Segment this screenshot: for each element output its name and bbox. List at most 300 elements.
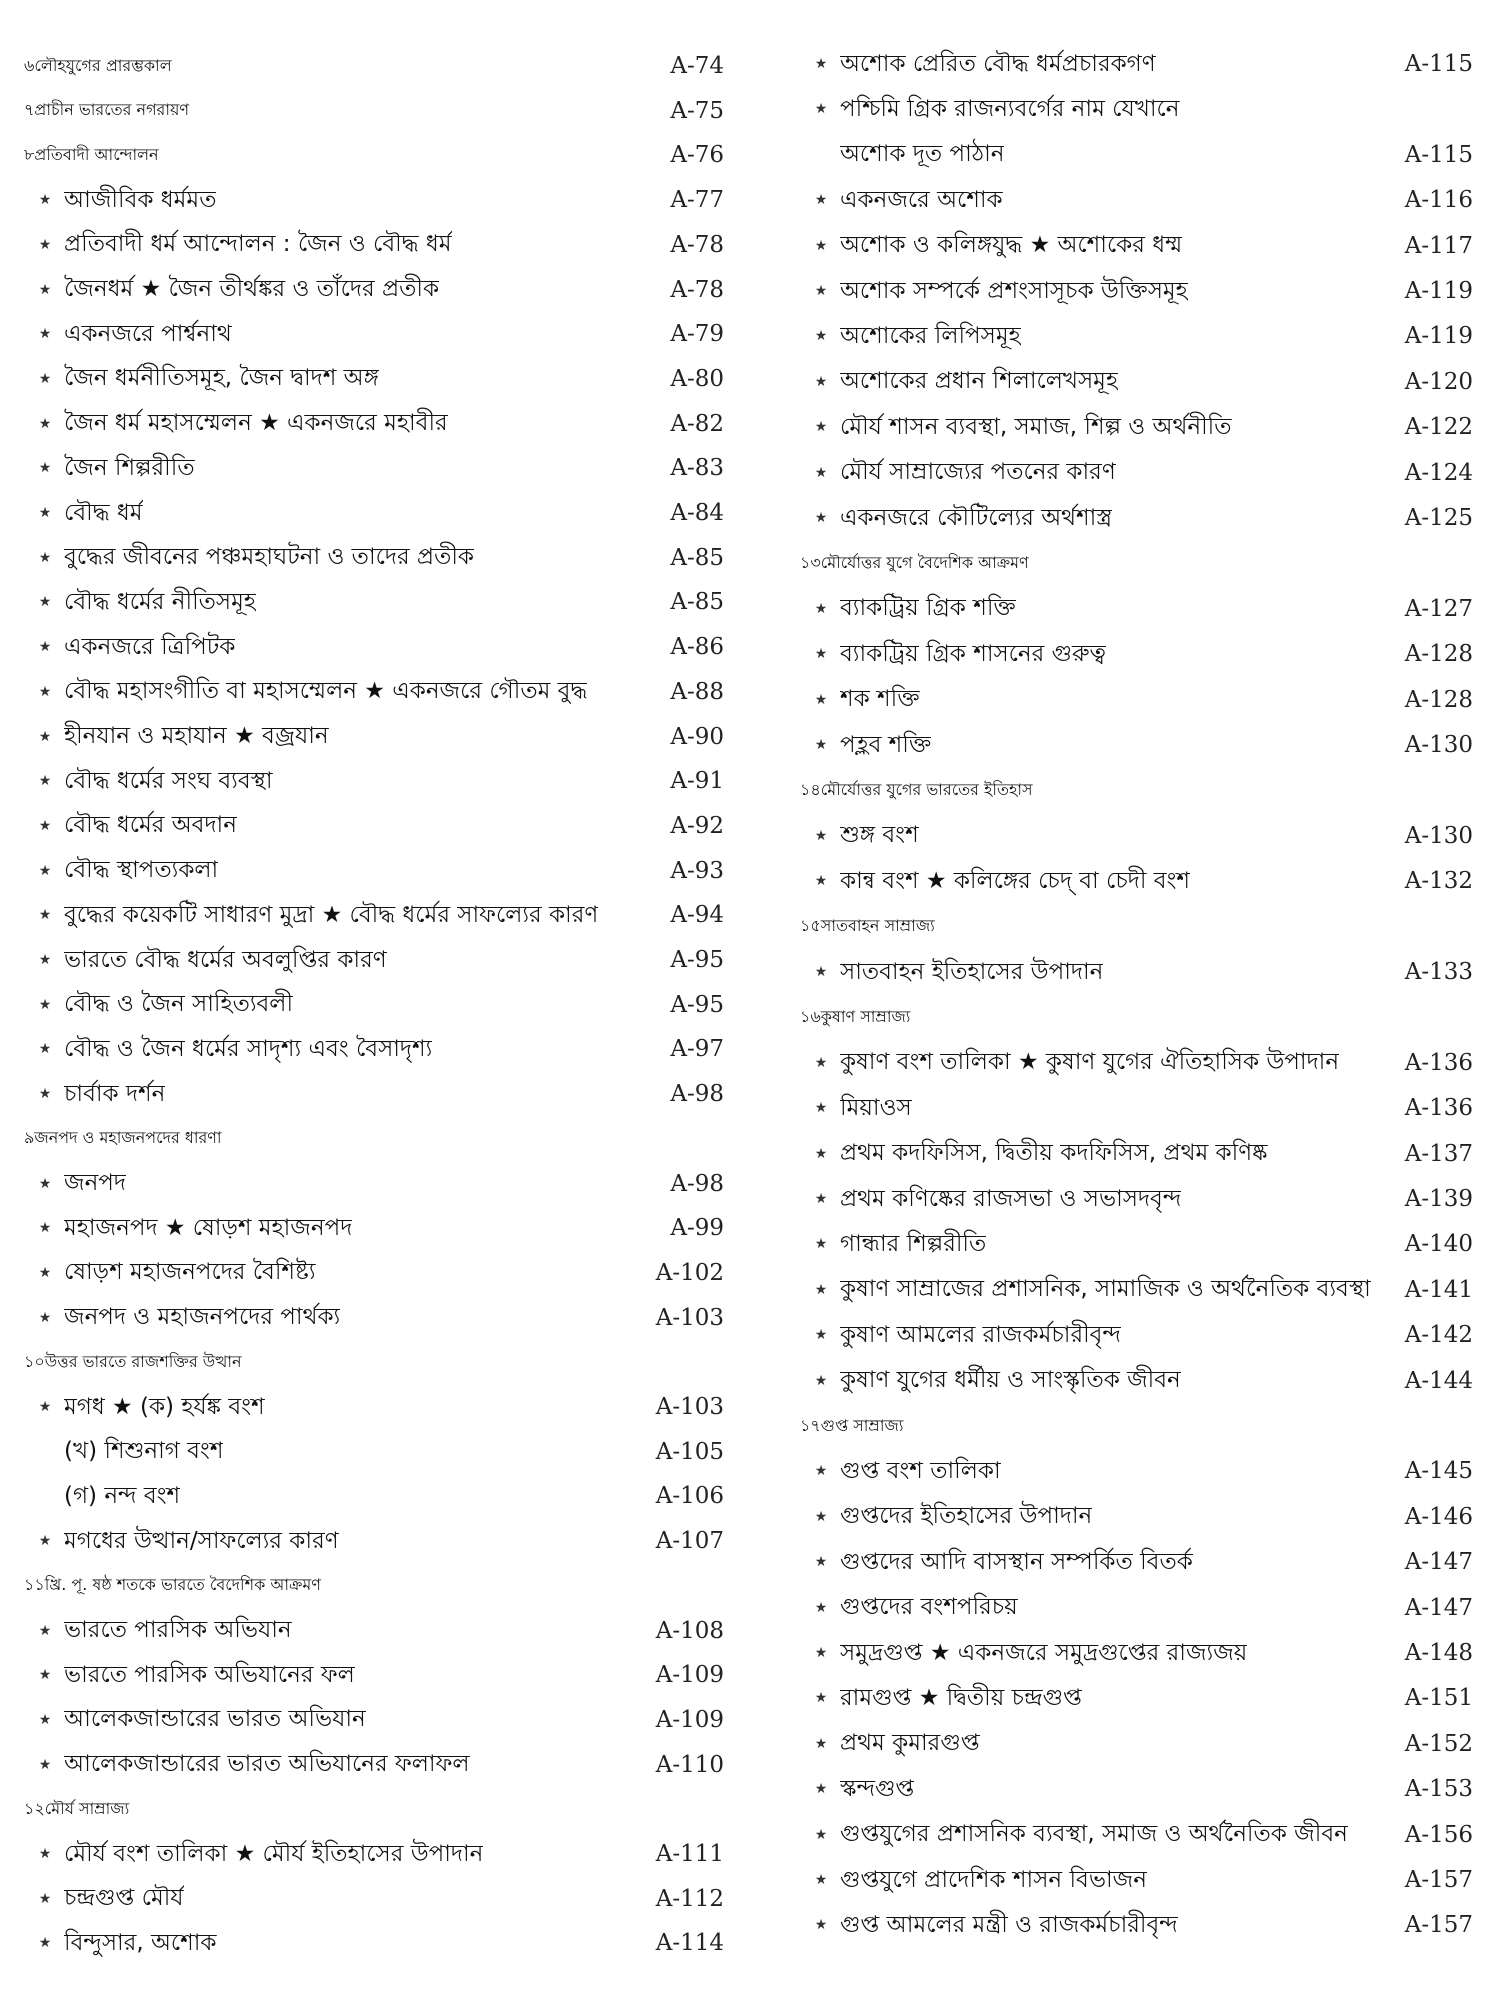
page-number: A-94: [670, 902, 724, 929]
page-number: A-112: [655, 1885, 724, 1912]
toc-entry[interactable]: [800, 451, 1490, 495]
entry-title: মিয়াওস: [840, 1094, 912, 1121]
toc-entry[interactable]: [24, 1743, 724, 1787]
page-number: A-95: [670, 947, 724, 973]
toc-entry[interactable]: [800, 314, 1490, 358]
page-number: A-132: [1404, 868, 1473, 895]
toc-entry[interactable]: [24, 1474, 724, 1518]
star-bullet-icon: ★: [814, 510, 828, 526]
page-number: A-117: [1404, 232, 1473, 259]
section-number-badge: ১৪: [800, 779, 821, 799]
toc-section-heading[interactable]: [800, 995, 1490, 1039]
toc-entry[interactable]: [800, 269, 1490, 313]
entry-title: পশ্চিমি গ্রিক রাজন্যবর্গের নাম যেখানে: [840, 95, 1180, 122]
toc-entry[interactable]: [800, 587, 1490, 631]
section-number-badge: ১৫: [800, 916, 821, 936]
page-number: A-151: [1404, 1685, 1473, 1712]
toc-entry[interactable]: [800, 1313, 1490, 1357]
star-bullet-icon: ★: [38, 505, 52, 521]
entry-title: পহ্লব শক্তি: [840, 731, 932, 758]
toc-entry[interactable]: [24, 446, 724, 490]
toc-section-heading[interactable]: [800, 541, 1490, 585]
toc-entry[interactable]: [800, 1177, 1490, 1221]
star-bullet-icon: ★: [38, 460, 52, 477]
star-bullet-icon: ★: [814, 1826, 828, 1843]
entry-title: শক শক্তি: [840, 686, 920, 713]
page-number: A-88: [670, 678, 724, 705]
section-title: খ্রি. পূ. ষষ্ঠ শতকে ভারতে বৈদেশিক আক্রমণ: [44, 1575, 321, 1595]
page-number: A-109: [655, 1662, 724, 1689]
star-bullet-icon: ★: [38, 192, 52, 209]
star-bullet-icon: ★: [38, 1756, 52, 1773]
entry-title: অশোকের প্রধান শিলালেখসমূহ: [840, 368, 1119, 395]
entry-title: একনজরে কৌটিল্যের অর্থশাস্ত্র: [840, 504, 1113, 531]
page-number: A-110: [655, 1751, 724, 1778]
page-number: A-137: [1404, 1140, 1473, 1167]
entry-title: মৌর্য সাম্রাজ্যের পতনের কারণ: [840, 459, 1116, 486]
section-number-badge: ১৬: [800, 1006, 821, 1026]
entry-title: মৌর্য বংশ তালিকা ★ মৌর্য ইতিহাসের উপাদান: [64, 1840, 484, 1867]
entry-title: অশোকের লিপিসমূহ: [840, 322, 1021, 349]
star-bullet-icon: ★: [814, 1145, 828, 1162]
toc-entry[interactable]: [800, 178, 1490, 222]
page-number: A-98: [670, 1081, 724, 1108]
toc-entry[interactable]: [24, 312, 724, 356]
star-bullet-icon: ★: [814, 1781, 828, 1798]
star-bullet-icon: ★: [814, 464, 828, 481]
page-number: A-157: [1404, 1867, 1473, 1893]
page-number: A-80: [670, 365, 724, 392]
toc-entry[interactable]: [24, 580, 724, 624]
page-number: A-145: [1404, 1458, 1473, 1485]
star-bullet-icon: ★: [814, 600, 828, 617]
star-bullet-icon: ★: [38, 1711, 52, 1728]
star-bullet-icon: ★: [38, 1220, 52, 1237]
toc-section-heading[interactable]: [800, 768, 1490, 812]
toc-entry[interactable]: [24, 1653, 724, 1697]
section-number-badge: ৬: [24, 55, 35, 75]
page-number: A-156: [1404, 1821, 1473, 1848]
toc-entry[interactable]: [800, 405, 1490, 449]
entry-title: চার্বাক দর্শন: [64, 1080, 166, 1107]
toc-entry[interactable]: [800, 678, 1490, 722]
entry-title: একনজরে অশোক: [840, 186, 1003, 213]
toc-entry[interactable]: [24, 402, 724, 446]
entry-title: গুপ্তযুগে প্রাদেশিক শাসন বিভাজন: [840, 1866, 1147, 1893]
entry-title: কান্ব বংশ ★ কলিঙ্গের চেদ্ বা চেদী বংশ: [840, 867, 1191, 894]
toc-section-heading[interactable]: [24, 133, 724, 177]
star-bullet-icon: ★: [814, 1599, 828, 1616]
page-number: A-146: [1404, 1503, 1473, 1530]
toc-entry[interactable]: [800, 496, 1490, 540]
toc-entry[interactable]: [24, 1296, 724, 1340]
toc-section-heading[interactable]: [24, 1117, 714, 1161]
entry-title: গান্ধার শিল্পরীতি: [840, 1230, 987, 1257]
toc-entry[interactable]: [800, 859, 1490, 903]
page-number: A-116: [1404, 187, 1473, 214]
star-bullet-icon: ★: [814, 1735, 828, 1752]
entry-title: বৌদ্ধ মহাসংগীতি বা মহাসম্মেলন ★ একনজরে গৌতম বুদ্ধ: [64, 678, 588, 705]
page-number: A-141: [1404, 1276, 1473, 1303]
section-title: কুষাণ সাম্রাজ্য: [820, 1006, 911, 1026]
entry-title: অশোক সম্পর্কে প্রশংসাসূচক উক্তিসমূহ: [840, 277, 1188, 304]
toc-entry[interactable]: [24, 715, 724, 759]
toc-entry[interactable]: [800, 1586, 1490, 1630]
toc-entry[interactable]: [24, 178, 724, 222]
entry-title: ব্যাকট্রিয় গ্রিক শাসনের গুরুত্ব: [840, 640, 1107, 667]
star-bullet-icon: ★: [38, 817, 52, 834]
star-bullet-icon: ★: [814, 1917, 828, 1934]
entry-title: বৌদ্ধ ধর্মের নীতিসমূহ: [64, 588, 256, 615]
entry-title: রামগুপ্ত ★ দ্বিতীয় চন্দ্রগুপ্ত: [840, 1684, 1082, 1711]
page-number: A-153: [1404, 1776, 1473, 1803]
section-number-badge: ৭: [24, 100, 35, 120]
page-number: A-85: [670, 544, 724, 571]
entry-title: অশোক প্রেরিত বৌদ্ধ ধর্মপ্রচারকগণ: [840, 50, 1156, 77]
star-bullet-icon: ★: [814, 1100, 828, 1117]
star-bullet-icon: ★: [38, 1622, 52, 1639]
page-number: A-115: [1404, 141, 1473, 168]
toc-entry[interactable]: [800, 1222, 1490, 1266]
star-bullet-icon: ★: [814, 1508, 828, 1525]
section-number-badge: ১০: [24, 1351, 45, 1371]
toc-entry[interactable]: [800, 1086, 1490, 1130]
entry-title: স্কন্দগুপ্ত: [840, 1775, 915, 1802]
entry-title: গুপ্ত আমলের মন্ত্রী ও রাজকর্মচারীবৃন্দ: [840, 1911, 1178, 1938]
star-bullet-icon: ★: [814, 1872, 828, 1888]
entry-title: কুষাণ যুগের ধর্মীয় ও সাংস্কৃতিক জীবন: [840, 1367, 1181, 1394]
star-bullet-icon: ★: [814, 1327, 828, 1344]
toc-entry[interactable]: [800, 224, 1490, 268]
star-bullet-icon: ★: [814, 737, 828, 753]
star-bullet-icon: ★: [814, 1463, 828, 1480]
entry-title: জৈন ধর্ম মহাসম্মেলন ★ একনজরে মহাবীর: [64, 410, 448, 437]
toc-entry[interactable]: [800, 1631, 1490, 1675]
toc-entry[interactable]: [24, 804, 724, 848]
page-number: A-122: [1404, 414, 1473, 441]
page-number: A-124: [1404, 459, 1473, 486]
entry-title: মগধ ★ (ক) হর্যঙ্ক বংশ: [64, 1393, 265, 1420]
star-bullet-icon: ★: [38, 1846, 52, 1862]
entry-title: মগধের উত্থান/সাফল্যের কারণ: [64, 1527, 339, 1554]
entry-title: সাতবাহন ইতিহাসের উপাদান: [840, 958, 1104, 985]
page-number: A-90: [670, 723, 724, 750]
toc-entry[interactable]: [24, 1206, 724, 1250]
star-bullet-icon: ★: [38, 370, 52, 387]
entry-title: জৈনধর্ম ★ জৈন তীর্থঙ্কর ও তাঁদের প্রতীক: [64, 276, 440, 302]
toc-entry[interactable]: [800, 1722, 1490, 1766]
page-number: A-152: [1404, 1730, 1473, 1757]
page-number: A-136: [1404, 1095, 1473, 1122]
page-number: A-98: [670, 1170, 724, 1197]
toc-entry[interactable]: [800, 1449, 1490, 1493]
star-bullet-icon: ★: [38, 996, 52, 1013]
toc-entry[interactable]: [800, 632, 1490, 676]
star-bullet-icon: ★: [38, 1041, 52, 1058]
star-bullet-icon: ★: [814, 192, 828, 209]
toc-entry[interactable]: [24, 849, 724, 893]
star-bullet-icon: ★: [38, 236, 52, 253]
star-bullet-icon: ★: [814, 419, 828, 436]
toc-entry[interactable]: [800, 87, 1490, 131]
toc-entry[interactable]: [24, 1162, 724, 1206]
entry-title: জৈন ধর্মনীতিসমূহ, জৈন দ্বাদশ অঙ্গ: [64, 365, 379, 392]
page-number: A-133: [1404, 959, 1473, 985]
star-bullet-icon: ★: [38, 1309, 52, 1326]
page-number: A-83: [670, 455, 724, 482]
star-bullet-icon: ★: [814, 1690, 828, 1707]
star-bullet-icon: ★: [38, 952, 52, 968]
toc-entry[interactable]: [24, 1027, 724, 1071]
star-bullet-icon: ★: [38, 773, 52, 790]
section-title: জনপদ ও মহাজনপদের ধারণা: [34, 1128, 222, 1148]
section-title: মৌর্যোত্তর যুগে বৈদেশিক আক্রমণ: [820, 552, 1029, 572]
entry-title: বৌদ্ধ ধর্মের সংঘ ব্যবস্থা: [64, 767, 273, 794]
entry-title: চন্দ্রগুপ্ত মৌর্য: [64, 1885, 184, 1912]
toc-entry[interactable]: [24, 670, 724, 714]
toc-entry[interactable]: [24, 268, 724, 312]
page-number: A-147: [1404, 1594, 1473, 1621]
section-title: মৌর্য সাম্রাজ্য: [44, 1798, 130, 1818]
toc-section-heading[interactable]: [24, 1564, 714, 1608]
star-bullet-icon: ★: [814, 328, 828, 345]
entry-title: গুপ্তদের ইতিহাসের উপাদান: [840, 1503, 1093, 1530]
entry-title: বুদ্ধের কয়েকটি সাধারণ মুদ্রা ★ বৌদ্ধ ধর্মের সাফল্যের কারণ: [64, 901, 599, 928]
page-number: A-109: [655, 1706, 724, 1733]
entry-title: ষোড়শ মহাজনপদের বৈশিষ্ট্য: [64, 1259, 316, 1286]
section-title: প্রাচীন ভারতের নগরায়ণ: [34, 100, 190, 120]
star-bullet-icon: ★: [814, 964, 828, 980]
entry-title: গুপ্তযুগের প্রশাসনিক ব্যবস্থা, সমাজ ও অর্থনৈতিক জীবন: [840, 1821, 1348, 1848]
star-bullet-icon: ★: [38, 1399, 52, 1415]
toc-entry[interactable]: [800, 1540, 1490, 1584]
section-title: প্রতিবাদী আন্দোলন: [34, 144, 159, 164]
page-number: A-106: [655, 1483, 724, 1510]
page-number: A-144: [1404, 1367, 1473, 1394]
toc-section-heading[interactable]: [24, 1787, 714, 1831]
toc-entry[interactable]: [24, 1609, 724, 1653]
entry-title: বুদ্ধের জীবনের পঞ্চমহাঘটনা ও তাদের প্রতীক: [64, 544, 474, 571]
entry-title: অশোক দূত পাঠান: [840, 141, 1005, 168]
toc-entry[interactable]: [24, 1072, 724, 1116]
entry-title: ভারতে পারসিক অভিযান: [64, 1617, 292, 1643]
page-number: A-77: [670, 187, 724, 214]
star-bullet-icon: ★: [814, 1645, 828, 1661]
toc-entry[interactable]: [24, 1921, 724, 1965]
entry-title: জনপদ ও মহাজনপদের পার্থক্য: [64, 1304, 341, 1331]
toc-entry[interactable]: [800, 1132, 1490, 1176]
star-bullet-icon: ★: [38, 862, 52, 879]
page-number: A-120: [1404, 368, 1473, 395]
toc-entry[interactable]: [24, 893, 724, 937]
page-number: A-102: [655, 1259, 724, 1286]
section-number-badge: ১৩: [800, 552, 821, 572]
star-bullet-icon: ★: [38, 683, 52, 700]
page-number: A-105: [655, 1438, 724, 1465]
page-number: A-148: [1404, 1640, 1473, 1666]
page-number: A-111: [655, 1841, 724, 1867]
star-bullet-icon: ★: [814, 1191, 828, 1207]
star-bullet-icon: ★: [814, 101, 828, 118]
star-bullet-icon: ★: [38, 549, 52, 566]
section-title: মৌর্যোত্তর যুগের ভারতের ইতিহাস: [820, 779, 1033, 799]
page-number: A-147: [1404, 1549, 1473, 1576]
entry-title: বৌদ্ধ স্থাপত্যকলা: [64, 857, 219, 884]
toc-entry[interactable]: [24, 491, 724, 535]
star-bullet-icon: ★: [814, 1281, 828, 1298]
page-number: A-103: [655, 1304, 724, 1331]
page-number: A-119: [1404, 323, 1473, 350]
toc-section-heading[interactable]: [24, 89, 724, 133]
page-number: A-103: [655, 1394, 724, 1420]
toc-entry[interactable]: [24, 1251, 724, 1295]
star-bullet-icon: ★: [38, 1086, 52, 1103]
toc-entry[interactable]: [24, 357, 724, 401]
star-bullet-icon: ★: [814, 373, 828, 390]
entry-title: (গ) নন্দ বংশ: [64, 1482, 181, 1509]
toc-section-heading[interactable]: [800, 1404, 1490, 1448]
toc-entry[interactable]: [24, 223, 724, 267]
entry-title: ভারতে পারসিক অভিযানের ফল: [64, 1661, 355, 1688]
toc-entry[interactable]: [24, 938, 724, 982]
page-number: A-97: [670, 1036, 724, 1063]
toc-entry[interactable]: [800, 1858, 1490, 1902]
section-title: উত্তর ভারতে রাজশক্তির উত্থান: [44, 1351, 242, 1371]
entry-title: কুষাণ আমলের রাজকর্মচারীবৃন্দ: [840, 1321, 1121, 1348]
star-bullet-icon: ★: [38, 281, 52, 298]
entry-title: বৌদ্ধ ও জৈন ধর্মের সাদৃশ্য এবং বৈসাদৃশ্য: [64, 1035, 433, 1062]
entry-title: বৌদ্ধ ধর্ম: [64, 499, 143, 526]
page-number: A-157: [1404, 1912, 1473, 1939]
star-bullet-icon: ★: [38, 728, 52, 745]
entry-title: জনপদ: [64, 1170, 127, 1196]
page-number: A-142: [1404, 1322, 1473, 1349]
page-number: A-78: [670, 231, 724, 258]
toc-entry[interactable]: [800, 1813, 1490, 1857]
toc-entry[interactable]: [800, 950, 1490, 994]
page-number: A-130: [1404, 732, 1473, 758]
toc-entry[interactable]: [800, 360, 1490, 404]
page-number: A-85: [670, 589, 724, 616]
star-bullet-icon: ★: [814, 237, 828, 254]
star-bullet-icon: ★: [38, 594, 52, 611]
entry-title: মহাজনপদ ★ ষোড়শ মহাজনপদ: [64, 1214, 353, 1241]
toc-entry[interactable]: [800, 1767, 1490, 1811]
entry-title: ব্যাকট্রিয় গ্রিক শক্তি: [840, 595, 1016, 622]
entry-title: আজীবিক ধর্মমত: [64, 186, 217, 213]
toc-entry[interactable]: [24, 1832, 724, 1876]
toc-entry[interactable]: [24, 759, 724, 803]
star-bullet-icon: ★: [38, 907, 52, 924]
toc-entry[interactable]: [800, 1676, 1490, 1720]
page-number: A-107: [655, 1528, 724, 1555]
star-bullet-icon: ★: [38, 1890, 52, 1907]
star-bullet-icon: ★: [814, 1054, 828, 1071]
page-number: A-114: [655, 1930, 724, 1957]
page-number: A-84: [670, 500, 724, 526]
star-bullet-icon: ★: [38, 1175, 52, 1192]
star-bullet-icon: ★: [814, 646, 828, 663]
star-bullet-icon: ★: [38, 326, 52, 343]
toc-section-heading[interactable]: [24, 1340, 714, 1384]
toc-entry[interactable]: [800, 814, 1490, 858]
toc-entry[interactable]: [24, 1385, 724, 1429]
page-number: A-91: [670, 768, 724, 795]
page-number: A-79: [670, 321, 724, 348]
toc-entry[interactable]: [24, 536, 724, 580]
page-number: A-108: [655, 1617, 724, 1644]
section-number-badge: ১৭: [800, 1415, 821, 1435]
page-number: A-93: [670, 857, 724, 884]
page-number: A-119: [1404, 278, 1473, 304]
page-number: A-127: [1404, 595, 1473, 622]
toc-entry[interactable]: [800, 1495, 1490, 1539]
section-number-badge: ১২: [24, 1798, 45, 1818]
page-number: A-128: [1404, 641, 1473, 668]
entry-title: আলেকজান্ডারের ভারত অভিযানের ফলাফল: [64, 1751, 470, 1778]
entry-title: একনজরে ত্রিপিটক: [64, 633, 236, 660]
entry-title: জৈন শিল্পরীতি: [64, 454, 195, 481]
entry-title: কুষাণ বংশ তালিকা ★ কুষাণ যুগের ঐতিহাসিক উপাদান: [840, 1049, 1340, 1076]
entry-title: প্রথম কদফিসিস, দ্বিতীয় কদফিসিস, প্রথম কণিষ্ক: [840, 1140, 1268, 1167]
toc-section-heading[interactable]: [24, 44, 724, 88]
toc-entry[interactable]: [24, 1519, 724, 1563]
section-number-badge: ৮: [24, 144, 35, 164]
toc-entry[interactable]: [24, 625, 724, 669]
entry-title: ভারতে বৌদ্ধ ধর্মের অবলুপ্তির কারণ: [64, 946, 387, 973]
toc-entry[interactable]: [24, 1430, 724, 1474]
page-number: A-75: [670, 97, 724, 124]
toc-entry[interactable]: [800, 1359, 1490, 1403]
toc-entry[interactable]: [800, 1268, 1490, 1312]
toc-entry[interactable]: [800, 1903, 1490, 1947]
page-number: A-125: [1404, 505, 1473, 531]
toc-entry[interactable]: [800, 42, 1490, 86]
entry-title: মৌর্য শাসন ব্যবস্থা, সমাজ, শিল্প ও অর্থনীতি: [840, 413, 1232, 440]
page-number: A-115: [1404, 51, 1473, 77]
toc-entry[interactable]: [800, 133, 1490, 177]
star-bullet-icon: ★: [814, 56, 828, 72]
entry-title: সমুদ্রগুপ্ত ★ একনজরে সমুদ্রগুপ্তের রাজ্যজয়: [840, 1639, 1248, 1666]
section-title: সাতবাহন সাম্রাজ্য: [820, 916, 935, 936]
page-number: A-92: [670, 812, 724, 839]
page-number: A-136: [1404, 1049, 1473, 1076]
entry-title: শুঙ্গ বংশ: [840, 822, 919, 849]
page-number: A-76: [670, 142, 724, 169]
toc-entry[interactable]: [800, 723, 1490, 767]
page-number: A-95: [670, 991, 724, 1018]
star-bullet-icon: ★: [814, 1236, 828, 1253]
page-number: A-130: [1404, 822, 1473, 849]
toc-entry[interactable]: [24, 1698, 724, 1742]
toc-entry[interactable]: [24, 983, 724, 1027]
star-bullet-icon: ★: [38, 415, 52, 432]
section-title: গুপ্ত সাম্রাজ্য: [820, 1415, 904, 1435]
star-bullet-icon: ★: [814, 691, 828, 708]
entry-title: বৌদ্ধ ধর্মের অবদান: [64, 812, 237, 839]
section-title: লৌহযুগের প্রারম্ভকাল: [34, 55, 172, 75]
entry-title: প্রতিবাদী ধর্ম আন্দোলন : জৈন ও বৌদ্ধ ধর্ম: [64, 231, 452, 258]
entry-title: কুষাণ সাম্রাজের প্রশাসনিক, সামাজিক ও অর্থনৈতিক ব্যবস্থা: [840, 1276, 1371, 1303]
entry-title: আলেকজান্ডারের ভারত অভিযান: [64, 1706, 366, 1733]
toc-section-heading[interactable]: [800, 905, 1490, 949]
page-number: A-139: [1404, 1186, 1473, 1212]
toc-entry[interactable]: [800, 1041, 1490, 1085]
toc-entry[interactable]: [24, 1877, 724, 1921]
star-bullet-icon: ★: [814, 283, 828, 299]
star-bullet-icon: ★: [38, 1264, 52, 1281]
entry-title: হীনযান ও মহাযান ★ বজ্রযান: [64, 723, 329, 749]
